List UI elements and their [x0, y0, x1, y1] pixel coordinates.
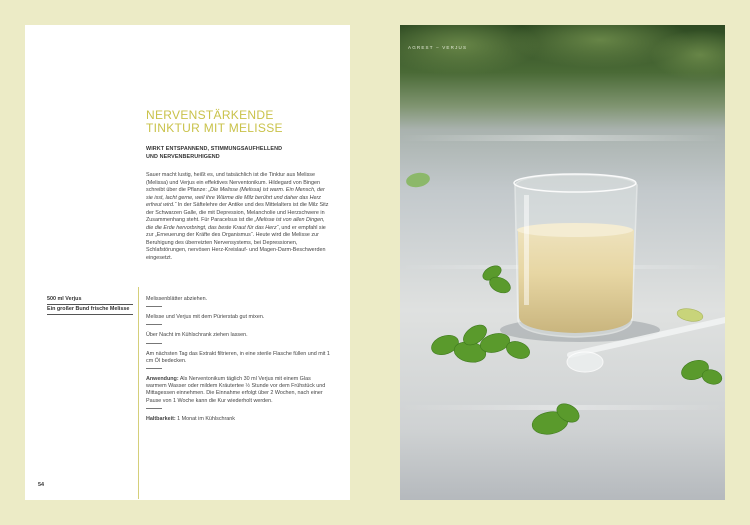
- step-item: Melissenblätter abziehen.: [146, 296, 331, 307]
- ingredient-item: 500 ml Verjus: [47, 296, 133, 305]
- subtitle-line-2: UND NERVENBERUHIGEND: [146, 153, 220, 160]
- intro-quote-paracelsus: „Melisse ist von allen Dingen, die die Erde hervorbringt, das beste Kraut für das Herz“: [146, 217, 325, 231]
- instruction-steps: [146, 296, 331, 430]
- intro-quote-hildegard: „Die Melisse (Melissa) ist warm. Ein Mensch, der sie isst, lacht gerne, weil ihre Wärme die Milz berührt und daher das Herz erfreut wird.“: [146, 187, 325, 208]
- recipe-subtitle: [146, 146, 346, 161]
- step-item: Über Nacht im Kühlschrank ziehen lassen.: [146, 332, 331, 343]
- intro-text-3: , und er empfahl sie zur „Erneuerung der Kräfte des Organismus“. Heute wird die Melisse zur Beruhigung des überreizten Nervensystems, bei Depressionen, Schlafstörungen, nervösen Herz-Kreislauf- und Magen-Darm-Beschwerden eingesetzt.: [146, 224, 326, 261]
- step-item: Am nächsten Tag das Extrakt filtrieren, in eine sterile Flasche füllen und mit 1 cm Öl bedecken.: [146, 351, 331, 369]
- ingredient-list: [47, 296, 133, 316]
- page-number: 54: [38, 482, 44, 488]
- recipe-title: [146, 109, 336, 135]
- usage-label: Anwendung:: [146, 376, 179, 383]
- subtitle-line-1: WIRKT ENTSPANNEND, STIMMUNGSAUFHELLEND: [146, 146, 283, 152]
- intro-text-2: In der Säftelehre der Antike und des Mittelalters ist die Milz Sitz der Schwarzen Galle, die mit Depression, Melancholie und Herzschwere in Zusammenhang steht. Für Paracelsus ist die: [146, 202, 329, 223]
- intro-text-1: Sauer macht lustig, heißt es, und tatsächlich ist die Tinktur aus Melisse (Melissa) und Verjus ein effektives Nerventonikum. Hildegard von Bingen schreibt über die Pflanze:: [146, 172, 320, 193]
- shelf-life-note: [146, 416, 331, 423]
- usage-note: [146, 376, 331, 409]
- right-page: [400, 25, 725, 500]
- title-line-1: NERVENSTÄRKENDE: [146, 108, 274, 122]
- step-item: Melisse und Verjus mit dem Pürierstab gut mixen.: [146, 314, 331, 325]
- intro-paragraph: [146, 172, 331, 262]
- photo-glass-with-melissa: [400, 25, 725, 500]
- shelf-life-label: Haltbarkeit:: [146, 415, 176, 422]
- title-line-2: TINKTUR MIT MELISSE: [146, 121, 283, 135]
- left-page: [25, 25, 350, 500]
- ingredient-item: Ein großer Bund frische Melisse: [47, 306, 133, 315]
- running-header: AGREST – VERJUS: [408, 45, 468, 50]
- column-divider: [138, 287, 139, 499]
- usage-text: Als Nerventonikum täglich 30 ml Verjus mit einem Glas warmem Wasser oder mildem Kräutertee ½ Stunde vor dem Frühstück und Mittagessen einnehmen. Die Einnahme erfolgt über 2 Wochen, nach einer Pause von 1 Woche kann die Kur wiederholt werden.: [146, 376, 326, 404]
- shelf-life-text: 1 Monat im Kühlschrank: [175, 415, 235, 422]
